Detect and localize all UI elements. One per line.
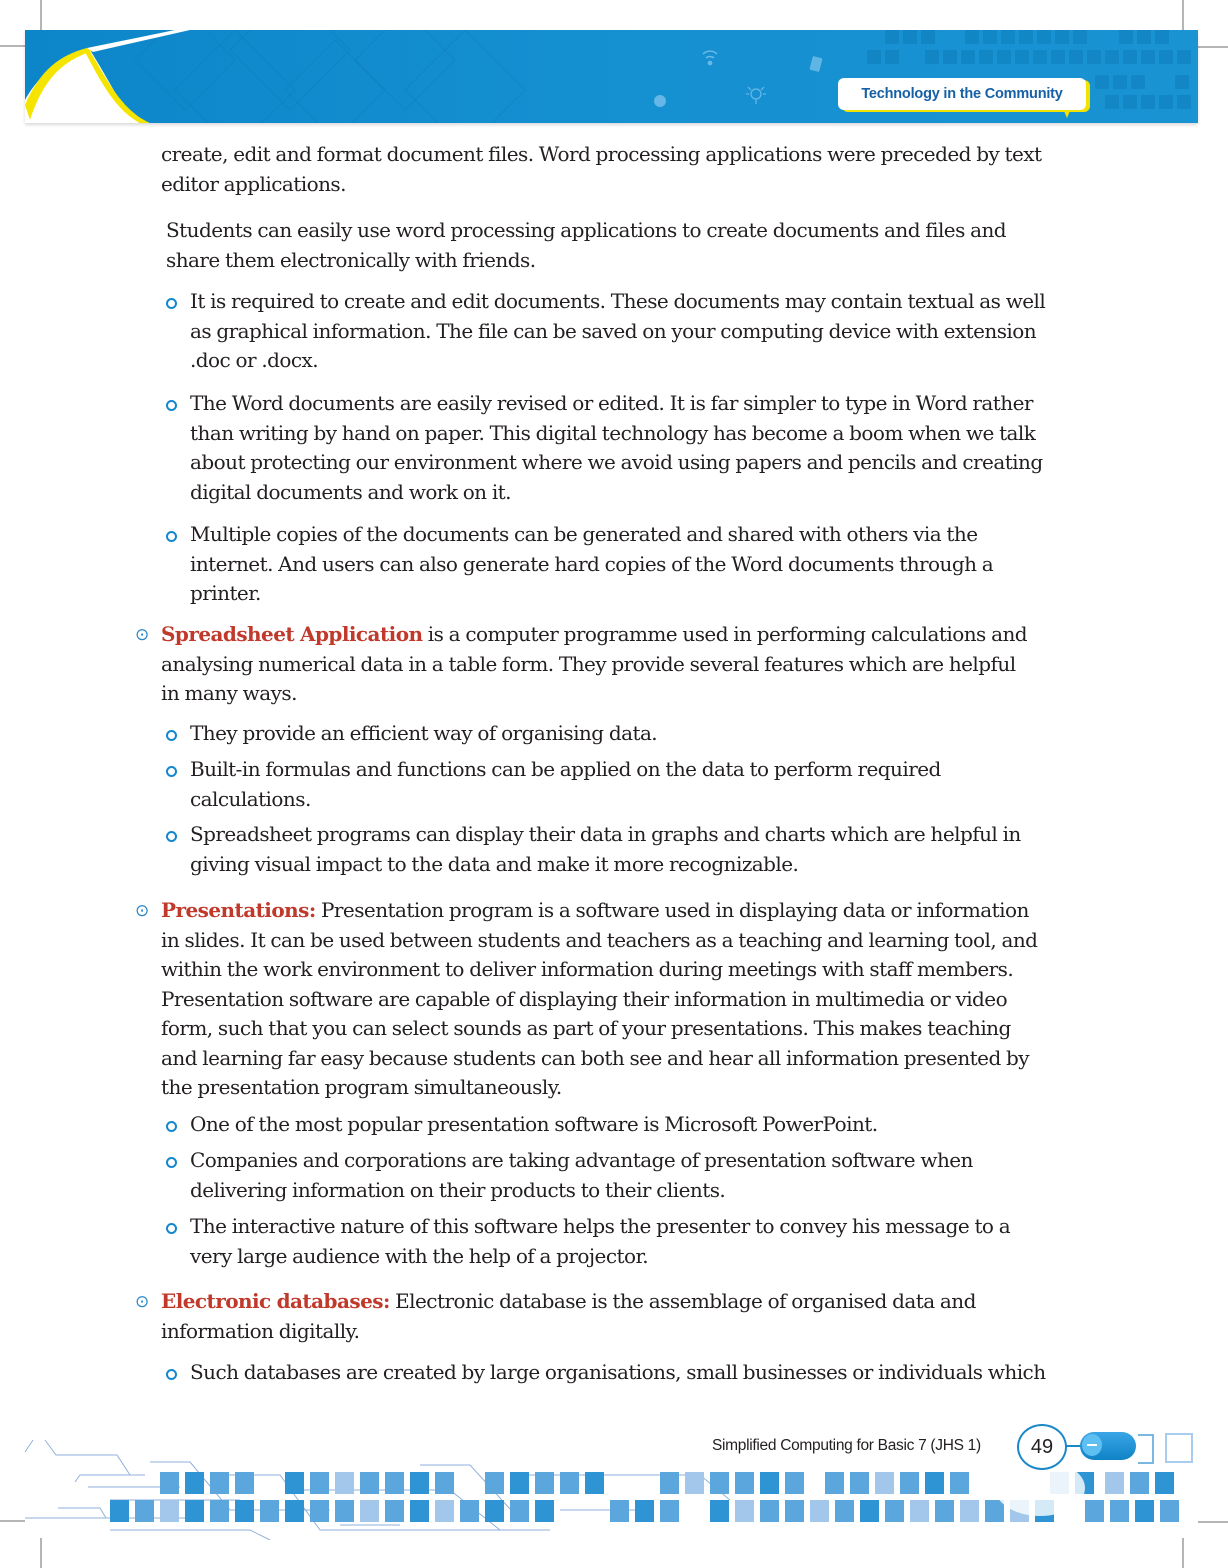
- swirl-bullet-icon: ⊙: [135, 1292, 150, 1312]
- text-line: .doc or .docx.: [190, 348, 319, 372]
- bullet-icon: [166, 1157, 177, 1168]
- text-line: in slides. It can be used between students and teachers as a teaching and learning tool, and: [161, 927, 1038, 952]
- text-line: as graphical information. The file can be saved on your computing device with extension: [190, 318, 1037, 343]
- crop-mark: [40, 1538, 42, 1568]
- book-title: Simplified Computing for Basic 7 (JHS 1): [712, 1437, 981, 1454]
- text-line: digital documents and work on it.: [190, 479, 511, 504]
- text-line: One of the most popular presentation software is Microsoft PowerPoint.: [190, 1112, 878, 1136]
- mouse-button-icon: [1082, 1434, 1102, 1456]
- text-line: form, such that you can select sounds as part of your presentations. This makes teaching: [161, 1016, 1011, 1040]
- crop-mark: [0, 45, 25, 47]
- text-line: than writing by hand on paper. This digital technology has become a boom when we talk: [190, 420, 1036, 445]
- section-presentations: [161, 896, 1037, 1103]
- page-number-value: 49: [1030, 1435, 1054, 1458]
- bullet-icon: [166, 1223, 177, 1234]
- bullet-icon: [166, 298, 177, 309]
- text-line: information digitally.: [161, 1318, 360, 1343]
- text-line: create, edit and format document files. Word processing applications were preceded by text: [161, 142, 1042, 166]
- text-line: Such databases are created by large organisations, small businesses or individuals which: [190, 1360, 1046, 1384]
- text-line: very large audience with the help of a projector.: [190, 1243, 649, 1268]
- bullet-icon: [166, 400, 177, 411]
- term-spreadsheet: Spreadsheet Application: [161, 622, 423, 646]
- swirl-bullet-icon: ⊙: [135, 901, 150, 921]
- text-line: Built-in formulas and functions can be applied on the data to perform required: [190, 757, 941, 781]
- decorative-frame: [1138, 1434, 1154, 1464]
- text-line: about protecting our environment where we avoid using papers and pencils and creating: [190, 450, 1043, 474]
- decorative-square: [1165, 1433, 1193, 1463]
- bullet-icon: [166, 1369, 177, 1380]
- text-line: The interactive nature of this software helps the presenter to convey his message to a: [190, 1214, 1011, 1238]
- list-item: [190, 1358, 1046, 1388]
- text-line: internet. And users can also generate hard copies of the Word documents through a: [190, 551, 994, 576]
- text-line: Students can easily use word processing applications to create documents and files and: [166, 218, 1007, 242]
- text-line: share them electronically with friends.: [166, 247, 536, 272]
- list-item: [190, 520, 993, 609]
- text-line: calculations.: [190, 786, 311, 811]
- term-presentations: Presentations:: [161, 898, 316, 922]
- text-run: Electronic database is the assemblage of organised data and: [389, 1289, 976, 1313]
- text-line: editor applications.: [161, 171, 346, 196]
- text-line: the presentation program simultaneously.: [161, 1075, 562, 1099]
- bullet-icon: [166, 531, 177, 542]
- wifi-icon: [703, 51, 717, 64]
- text-line: It is required to create and edit documents. These documents may contain textual as well: [190, 289, 1046, 313]
- text-line: [161, 620, 1027, 650]
- list-item: [190, 389, 1043, 507]
- text-line: analysing numerical data in a table form. They provide several features which are helpful: [161, 651, 1016, 676]
- text-line: printer.: [190, 581, 261, 605]
- bullet-icon: [166, 831, 177, 842]
- lightbulb-icon: [746, 87, 766, 104]
- text-run: Presentation program is a software used in displaying data or information: [315, 898, 1029, 922]
- bullet-icon: [166, 1121, 177, 1132]
- crop-mark: [1182, 0, 1184, 30]
- text-line: and learning far easy because students can both see and hear all information presented by: [161, 1045, 1030, 1070]
- section-databases: [161, 1287, 976, 1346]
- list-item: [190, 1146, 973, 1205]
- text-line: [161, 1287, 976, 1317]
- calculator-icon: [809, 56, 822, 72]
- text-line: within the work environment to deliver information during meetings with staff members.: [161, 957, 1014, 981]
- crop-mark: [40, 0, 42, 30]
- intro-paragraph: [161, 140, 1042, 199]
- list-item: [190, 1212, 1010, 1271]
- list-item: [190, 287, 1045, 376]
- list-item: [190, 820, 1021, 879]
- list-item: [190, 1110, 878, 1140]
- chapter-tag-label: Technology in the Community: [861, 86, 1063, 102]
- text-line: Presentation software are capable of displaying their information in multimedia or video: [161, 986, 1008, 1011]
- section-spreadsheet: [161, 620, 1027, 709]
- page-number: [1017, 1424, 1067, 1470]
- text-line: Companies and corporations are taking advantage of presentation software when: [190, 1148, 973, 1172]
- list-item: [190, 719, 657, 749]
- text-line: Spreadsheet programs can display their data in graphs and charts which are helpful in: [190, 822, 1021, 846]
- swirl-bullet-icon: ⊙: [135, 625, 150, 645]
- text-line: in many ways.: [161, 681, 297, 705]
- list-item: [190, 755, 941, 814]
- text-line: The Word documents are easily revised or edited. It is far simpler to type in Word rather: [190, 391, 1033, 415]
- bullet-icon: [166, 730, 177, 741]
- text-line: Multiple copies of the documents can be generated and shared with others via the: [190, 522, 978, 546]
- text-line: They provide an efficient way of organising data.: [190, 721, 658, 745]
- bullet-icon: [166, 766, 177, 777]
- text-run: is a computer programme used in performing calculations and: [422, 622, 1028, 646]
- text-line: [161, 896, 1037, 926]
- text-line: giving visual impact to the data and make it more recognizable.: [190, 851, 799, 876]
- crop-mark: [1198, 46, 1228, 48]
- chapter-tag: [838, 78, 1086, 110]
- students-paragraph: [166, 216, 1006, 275]
- term-databases: Electronic databases:: [161, 1289, 390, 1313]
- globe-icon: [654, 95, 666, 107]
- text-line: delivering information on their products to their clients.: [190, 1177, 726, 1202]
- crop-mark: [1182, 1538, 1184, 1568]
